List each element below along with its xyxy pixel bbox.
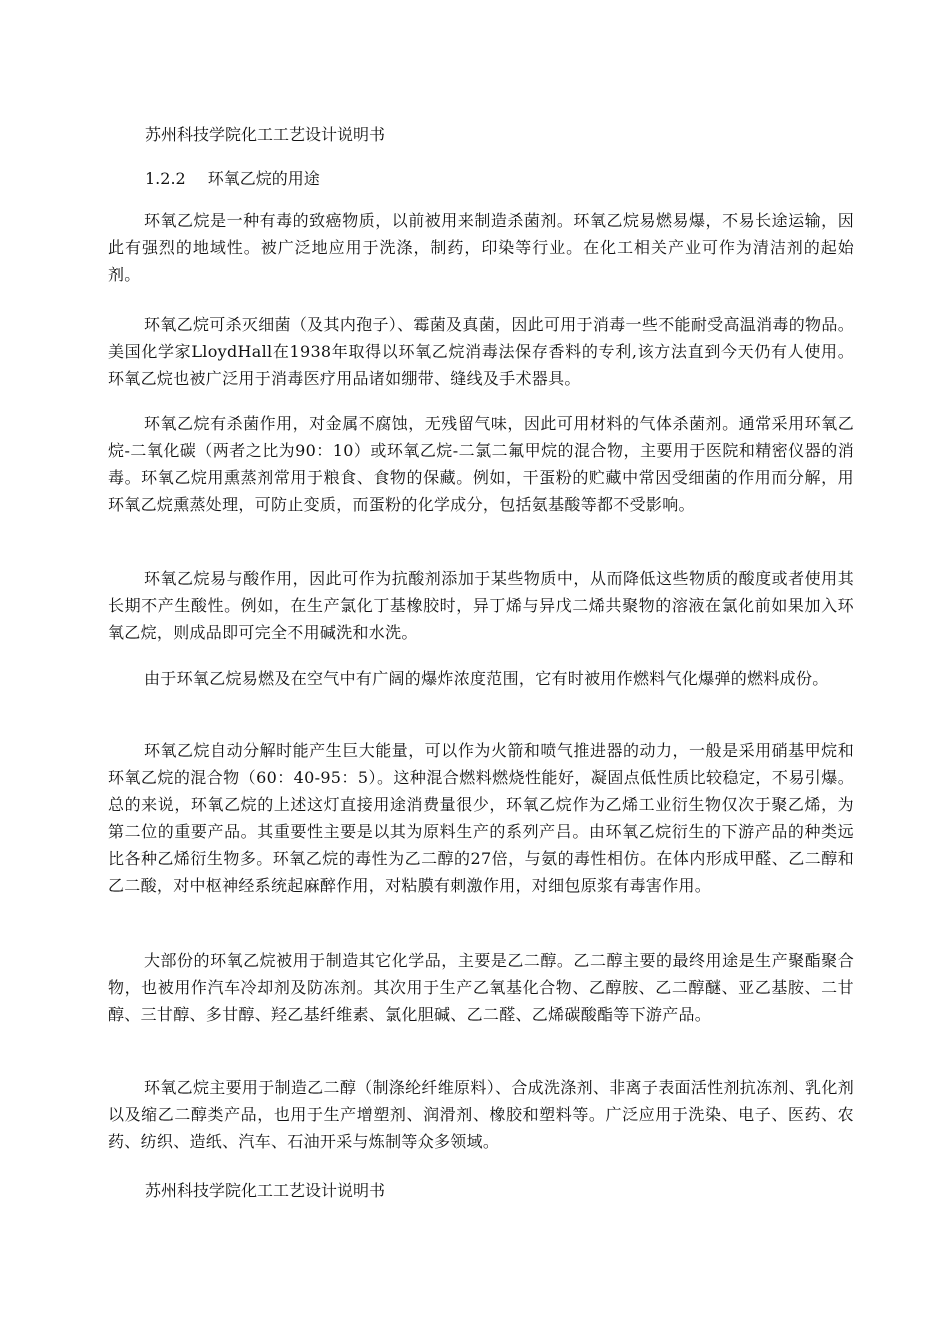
paragraph-intro: 环氧乙烷是一种有毒的致癌物质，以前被用来制造杀菌剂。环氧乙烷易燃易爆，不易长途运输，因此有强烈的地域性。被广泛地应用于洗涤，制药，印染等行业。在化工相关产业可作为清洁剂的起始剂。 bbox=[108, 211, 854, 284]
paragraph-fumigation: 环氧乙烷有杀菌作用，对金属不腐蚀，无残留气味，因此可用材料的气体杀菌剂。通常采用环氧乙烷-二氧化碳（两者之比为90：10）或环氧乙烷-二氯二氟甲烷的混合物，主要用于医院和精密仪器的消毒。环氧乙烷用熏蒸剂常用于粮食、食物的保藏。例如，干蛋粉的贮藏中常因受细菌的作用而分解，用环氧乙烷熏蒸处理，可防止变质，而蛋粉的化学成分，包括氨基酸等都不受影响。 bbox=[108, 414, 854, 514]
page-footer: 苏州科技学院化工工艺设计说明书 bbox=[145, 1181, 386, 1200]
section-number: 1.2.2 bbox=[145, 169, 186, 188]
paragraph-applications: 环氧乙烷主要用于制造乙二醇（制涤纶纤维原料）、合成洗涤剂、非离子表面活性剂抗冻剂、乳化剂以及缩乙二醇类产品，也用于生产增塑剂、润滑剂、橡胶和塑料等。广泛应用于洗染、电子、医药、农药、纺织、造纸、汽车、石油开采与炼制等众多领域。 bbox=[108, 1078, 854, 1151]
page-header: 苏州科技学院化工工艺设计说明书 bbox=[145, 125, 386, 144]
paragraph-antacid: 环氧乙烷易与酸作用，因此可作为抗酸剂添加于某些物质中，从而降低这些物质的酸度或者使用其长期不产生酸性。例如，在生产氯化丁基橡胶时，异丁烯与异戊二烯共聚物的溶液在氯化前如果加入环氧乙烷，则成品即可完全不用碱洗和水洗。 bbox=[108, 569, 854, 642]
paragraph-fuel: 由于环氧乙烷易燃及在空气中有广阔的爆炸浓度范围，它有时被用作燃料气化爆弹的燃料成份。 bbox=[144, 669, 829, 688]
section-title-text: 环氧乙烷的用途 bbox=[207, 169, 320, 188]
paragraph-chemicals: 大部份的环氧乙烷被用于制造其它化学品，主要是乙二醇。乙二醇主要的最终用途是生产聚酯聚合物，也被用作汽车冷却剂及防冻剂。其次用于生产乙氧基化合物、乙醇胺、乙二醇醚、亚乙基胺、二甘醇、三甘醇、多甘醇、羟乙基纤维素、氯化胆碱、乙二醛、乙烯碳酸酯等下游产品。 bbox=[108, 951, 854, 1024]
section-heading bbox=[145, 168, 320, 190]
paragraph-propellant: 环氧乙烷自动分解时能产生巨大能量，可以作为火箭和喷气推进器的动力，一般是采用硝基甲烷和环氧乙烷的混合物（60：40-95：5）。这种混合燃料燃烧性能好，凝固点低性质比较稳定，不易引爆。总的来说，环氧乙烷的上述这灯直接用途消费量很少，环氧乙烷作为乙烯工业衍生物仅次于聚乙烯，为第二位的重要产品。其重要性主要是以其为原料生产的系列产吕。由环氧乙烷衍生的下游产品的种类远比各种乙烯衍生物多。环氧乙烷的毒性为乙二醇的27倍，与氨的毒性相仿。在体内形成甲醛、乙二醇和乙二酸，对中枢神经系统起麻醉作用，对粘膜有刺激作用，对细包原浆有毒害作用。 bbox=[108, 741, 854, 895]
paragraph-sterilization: 环氧乙烷可杀灭细菌（及其内孢子）、霉菌及真菌，因此可用于消毒一些不能耐受高温消毒的物品。美国化学家LloydHall在1938年取得以环氧乙烷消毒法保存香料的专利,该方法直到今天仍有人使用。环氧乙烷也被广泛用于消毒医疗用品诸如绷带、缝线及手术器具。 bbox=[108, 315, 854, 388]
